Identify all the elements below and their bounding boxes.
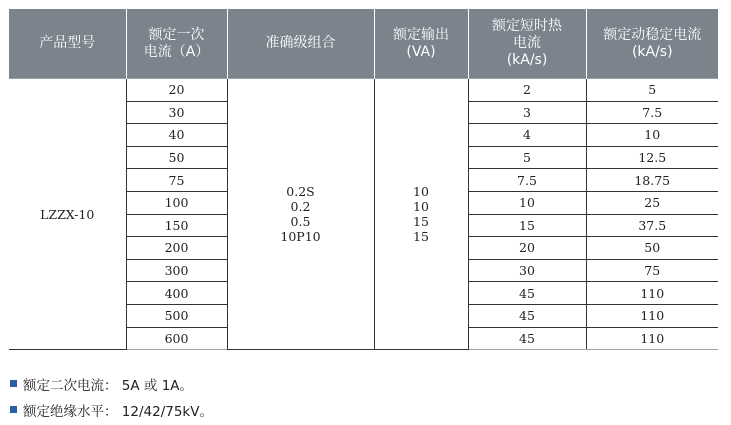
square-bullet-icon [10, 380, 17, 387]
primary-current-cell: 500 [126, 304, 227, 327]
accuracy-class-value: 0.5 [290, 214, 311, 230]
dynamic-current-cell: 10 [586, 124, 718, 147]
primary-current-cell: 50 [126, 146, 227, 169]
dynamic-current-cell: 110 [586, 304, 718, 327]
header-text: 额定输出 [393, 26, 449, 43]
note-secondary-current [10, 373, 213, 394]
thermal-current-cell: 10 [468, 191, 586, 214]
header-text: (kA/s) [506, 52, 548, 68]
dynamic-current-cell: 5 [586, 79, 718, 102]
primary-current-cell: 75 [126, 169, 227, 192]
dynamic-current-cell: 18.75 [586, 169, 718, 192]
primary-current-cell: 40 [126, 124, 227, 147]
dynamic-current-cell: 25 [586, 191, 718, 214]
thermal-current-cell: 45 [468, 327, 586, 350]
primary-current-cell: 20 [126, 79, 227, 102]
header-thermal-current [468, 9, 586, 79]
dynamic-current-cell: 7.5 [586, 101, 718, 124]
thermal-current-cell: 45 [468, 282, 586, 305]
primary-current-cell: 200 [126, 237, 227, 260]
thermal-current-cell: 4 [468, 124, 586, 147]
header-text: 额定一次 [148, 26, 205, 43]
primary-current-cell: 150 [126, 214, 227, 237]
rated-output-value: 10 [413, 199, 429, 215]
thermal-current-cell: 5 [468, 146, 586, 169]
header-text: 准确级组合 [265, 35, 336, 51]
header-row [9, 9, 718, 79]
primary-current-cell: 30 [126, 101, 227, 124]
header-model [9, 9, 126, 79]
dynamic-current-cell: 110 [586, 282, 718, 305]
thermal-current-cell: 20 [468, 237, 586, 260]
dynamic-current-cell: 12.5 [586, 146, 718, 169]
thermal-current-cell: 7.5 [468, 169, 586, 192]
thermal-current-cell: 2 [468, 79, 586, 102]
header-text: (VA) [406, 43, 436, 60]
header-text: 电流 [513, 35, 541, 51]
note-text: 额定二次电流： 5A 或 1A。 [23, 377, 194, 394]
primary-current-cell: 600 [126, 327, 227, 350]
dynamic-current-cell: 110 [586, 327, 718, 350]
header-text: (kA/s) [631, 43, 673, 60]
accuracy-class-cell [227, 79, 374, 350]
header-text: 产品型号 [39, 35, 96, 51]
dynamic-current-cell: 37.5 [586, 214, 718, 237]
primary-current-cell: 300 [126, 259, 227, 282]
header-text: 额定短时热 [492, 18, 562, 34]
thermal-current-cell: 30 [468, 259, 586, 282]
header-text: 额定动稳定电流 [603, 26, 702, 43]
header-accuracy-class [227, 9, 374, 79]
rated-output-cell [374, 79, 468, 350]
header-text: 电流（A） [143, 43, 210, 60]
thermal-current-cell: 45 [468, 304, 586, 327]
rated-output-value: 15 [413, 214, 429, 230]
dynamic-current-cell: 75 [586, 259, 718, 282]
header-dynamic-current [586, 9, 718, 79]
accuracy-class-value: 0.2 [290, 199, 311, 215]
note-text: 额定绝缘水平： 12/42/75kV。 [23, 403, 213, 420]
notes [10, 373, 213, 425]
accuracy-class-value: 10P10 [280, 229, 321, 245]
table-body [9, 79, 718, 350]
rated-output-value: 15 [413, 229, 429, 245]
table-row [9, 79, 718, 102]
header-rated-output [374, 9, 468, 79]
spec-table [9, 9, 718, 350]
square-bullet-icon [10, 406, 17, 413]
thermal-current-cell: 3 [468, 101, 586, 124]
primary-current-cell: 100 [126, 191, 227, 214]
primary-current-cell: 400 [126, 282, 227, 305]
dynamic-current-cell: 50 [586, 237, 718, 260]
accuracy-class-value: 0.2S [286, 184, 315, 200]
thermal-current-cell: 15 [468, 214, 586, 237]
model-cell: LZZX-10 [9, 79, 126, 350]
note-insulation-level [10, 399, 213, 420]
header-primary-current [126, 9, 227, 79]
rated-output-value: 10 [413, 184, 429, 200]
